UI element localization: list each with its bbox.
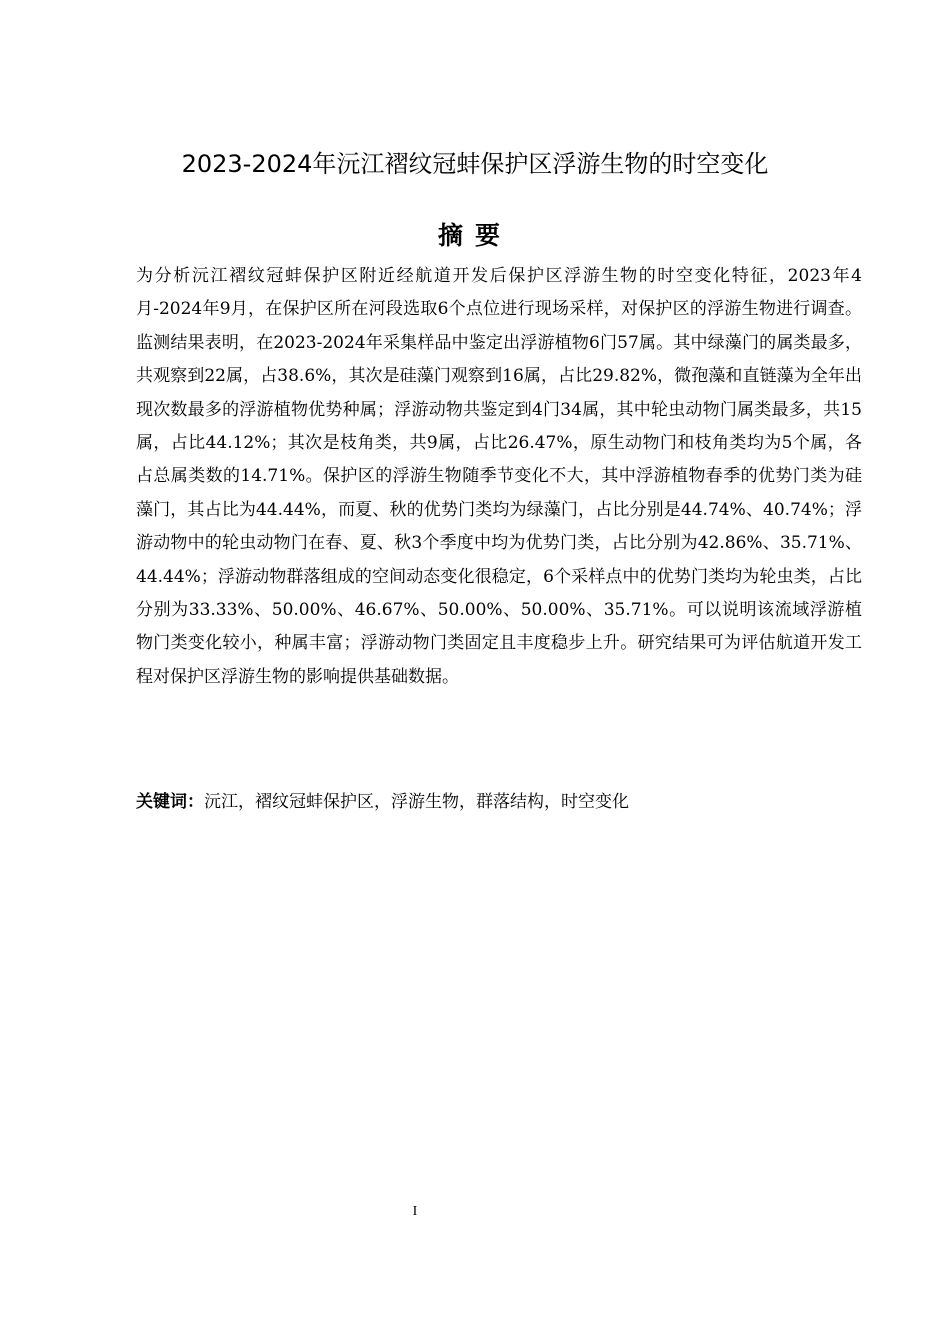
keywords-text: 沅江，褶纹冠蚌保护区，浮游生物，群落结构，时空变化 [204,792,629,812]
abstract-heading: 摘要 [437,221,512,250]
page-number: I [412,1204,418,1219]
abstract-body: 为分析沅江褶纹冠蚌保护区附近经航道开发后保护区浮游生物的时空变化特征，2023年4月-2024年9月，在保护区所在河段选取6个点位进行现场采样，对保护区的浮游生物进行调查。监测结果表明，在2023-2024年采集样品中鉴定出浮游植物6门57属。其中绿藻门的属类最多，共观察到22属，占38.6%，其次是硅藻门观察到16属，占比29.82%，微孢藻和直链藻为全年出现次数最多的浮游植物优势种属；浮游动物共鉴定到4门34属，其中轮虫动物门属类最多，共15属，占比44.12%；其次是枝角类，共9属，占比26.47%，原生动物门和枝角类均为5个属，各占总属类数的14.71%。保护区的浮游生物随季节变化不大，其中浮游植物春季的优势门类为硅藻门，其占比为44.44%，而夏、秋的优势门类均为绿藻门，占比分别是44.74%、40.74%；浮游动物中的轮虫动物门在春、夏、秋3个季度中均为优势门类，占比分别为42.86%、35.71%、44.44%；浮游动物群落组成的空间动态变化很稳定，6个采样点中的优势门类均为轮虫类，占比分别为33.33%、50.00%、46.67%、50.00%、50.00%、35.71%。可以说明该流域浮游植物门类变化较小，种属丰富；浮游动物门类固定且丰度稳步上升。研究结果可为评估航道开发工程对保护区浮游生物的影响提供基础数据。 [136,266,862,687]
paper-title: 2023-2024年沅江褶纹冠蚌保护区浮游生物的时空变化 [181,150,769,178]
keywords-label: 关键词： [136,792,204,812]
keywords-line [136,786,862,819]
